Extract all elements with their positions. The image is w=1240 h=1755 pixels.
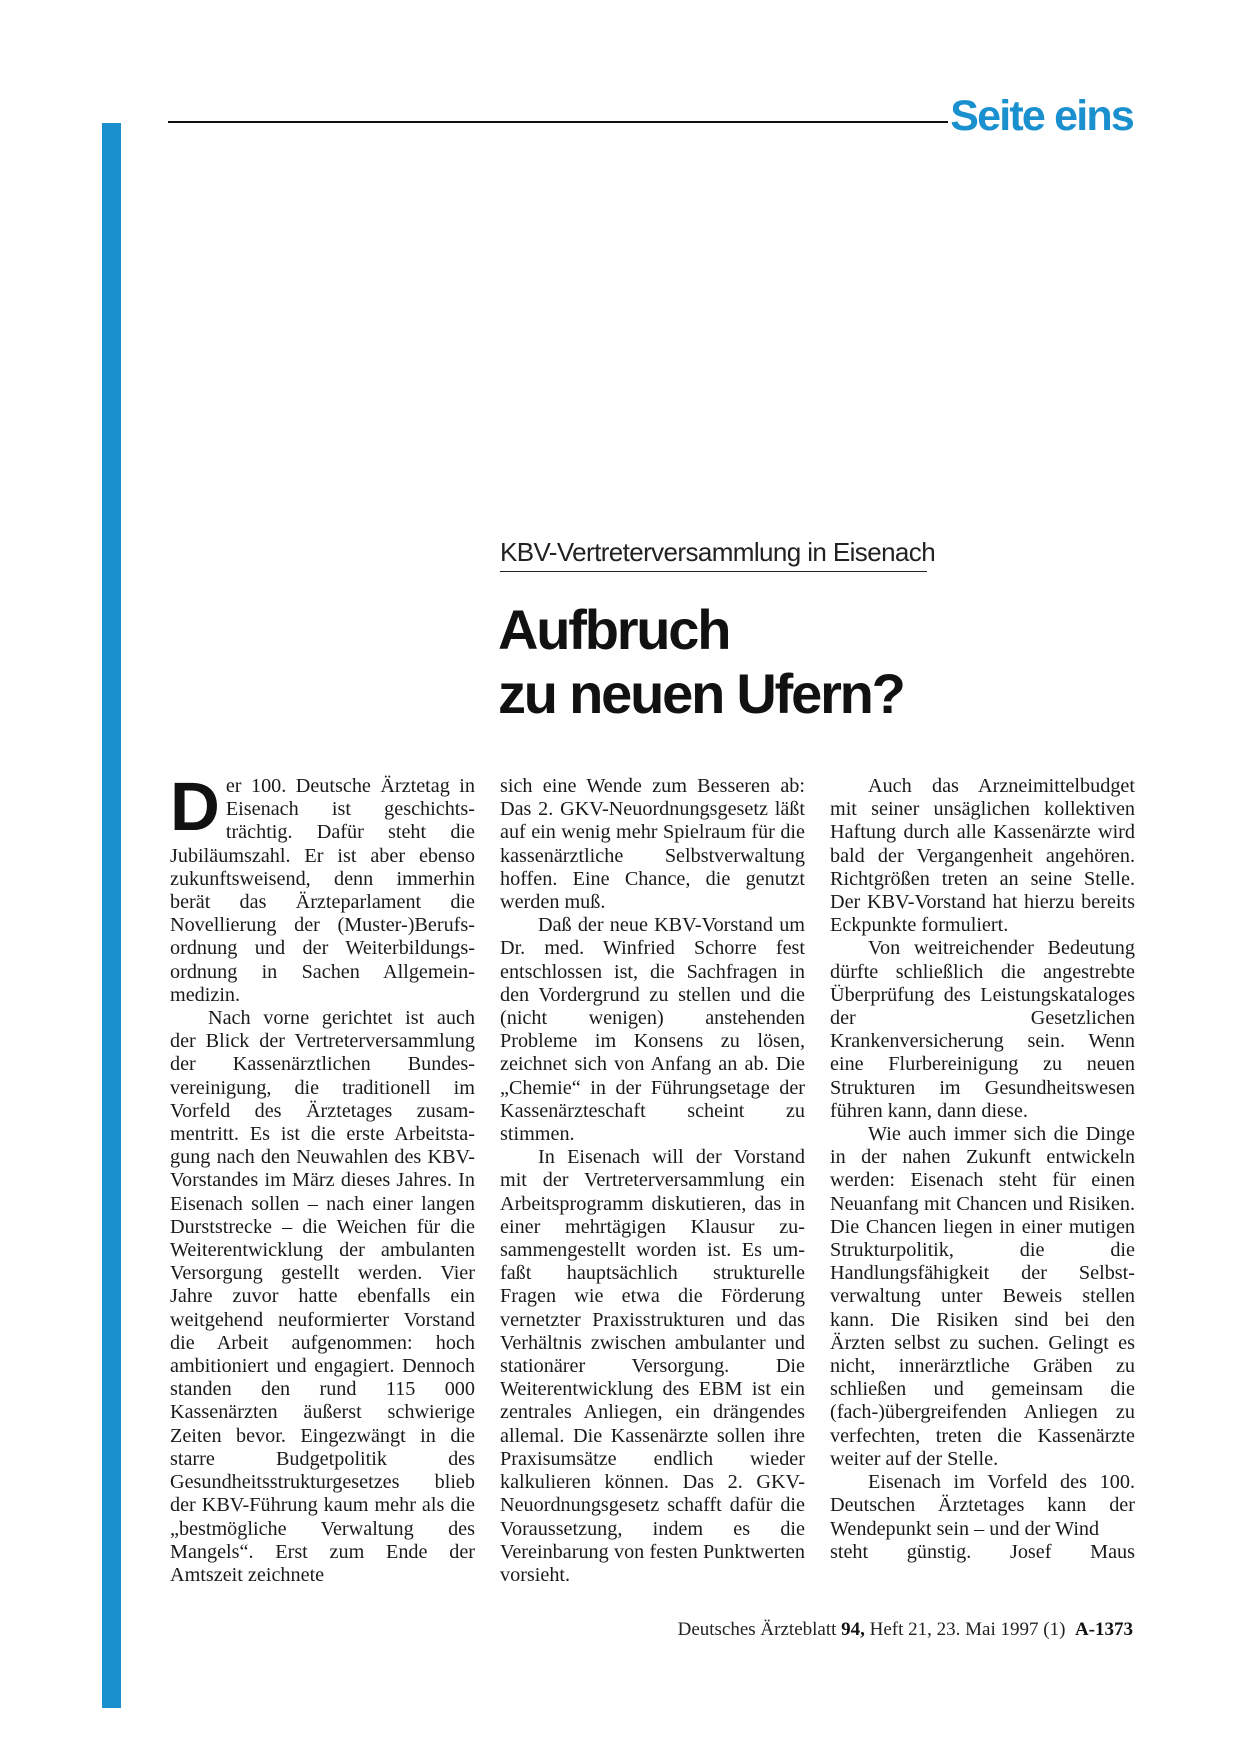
paragraph: Von weitreichender Bedeutung dürfte schließlich die angestrebte Überprüfung des Leistungskataloges der Gesetzlichen Krankenversicherung sein. Wenn eine Flurbereinigung zu neuen Strukturen im Gesundheitswesen führen kann, dann diese. — [830, 937, 1135, 1122]
journal-name: Deutsches Ärzteblatt — [677, 1619, 837, 1640]
text-column-1 — [170, 768, 475, 1587]
paragraph: In Eisenach will der Vorstand mit der Vertreterversammlung ein Arbeitsprogramm diskutieren, das in einer mehrtägigen Klausur zusammengestellt worden ist. Es umfaßt hauptsächlich strukturelle Fragen wie etwa die Förderung vernetzter Praxisstrukturen und das Verhältnis zwischen ambulanter und stationärer Versorgung. Die Weiterentwicklung des EBM ist ein zentrales Anliegen, ein drängendes allemal. Die Kassenärzte sollen ihre Praxisumsätze endlich wieder kalkulieren können. Das 2. GKV-Neuordnungsgesetz schafft dafür die Voraussetzung, indem es die Vereinbarung von festen Punktwerten vorsieht. — [500, 1146, 805, 1586]
paragraph — [170, 768, 475, 1007]
article-headline — [498, 598, 904, 726]
paragraph: Daß der neue KBV-Vorstand um Dr. med. Winfried Schorre fest entschlossen ist, die Sachfragen in den Vordergrund zu stellen und die (nicht wenigen) anstehenden Probleme im Konsens zu lösen, zeichnet sich von Anfang an ab. Die „Chemie“ in der Führungsetage der Kassenärzteschaft scheint zu stimmen. — [500, 914, 805, 1146]
volume-number: 94, — [841, 1619, 865, 1640]
article-kicker: KBV-Vertreterversammlung in Eisenach — [500, 534, 927, 572]
header-rule — [168, 121, 948, 123]
paragraph-text: er 100. Deutsche Ärztetag in Eisenach ist geschichtsträchtig. Dafür steht die Jubiläumszahl. Er ist aber ebenso zukunftsweisend, denn immerhin berät das Ärzteparlament die Novellierung der (Muster-)Berufsordnung und der Weiterbildungsordnung in Sachen Allgemeinmedizin. — [170, 775, 475, 1006]
paragraph: Auch das Arzneimittelbudget mit seiner unsäglichen kollektiven Haftung durch alle Kassenärzte wird bald der Vergangenheit angehören. Richtgrößen treten an seine Stelle. Der KBV-Vorstand hat hierzu bereits Eckpunkte formuliert. — [830, 775, 1135, 937]
author-name: Josef Maus — [1009, 1540, 1135, 1563]
paragraph: Nach vorne gerichtet ist auch der Blick der Vertreterversammlung der Kassenärztlichen Bundesvereinigung, die traditionell im Vorfeld des Ärztetages zusammentritt. Es ist die erste Arbeitstagung nach den Neuwahlen des KBV-Vorstandes im März dieses Jahres. In Eisenach sollen – nach einer langen Durststrecke – die Weichen für die Weiterentwicklung der ambulanten Versorgung gestellt werden. Vier Jahre zuvor hatte ebenfalls ein weitgehend neuformierter Vorstand die Arbeit aufgenommen: hoch ambitioniert und engagiert. Dennoch standen den rund 115 000 Kassenärzten äußerst schwierige Zeiten bevor. Eingezwängt in die starre Budgetpolitik des Gesundheitsstrukturgesetzes blieb der KBV-Führung kaum mehr als die „bestmögliche Verwaltung des Mangels“. Erst zum Ende der Amtszeit zeichnete — [170, 1007, 475, 1586]
page-number: A-1373 — [1074, 1619, 1133, 1640]
drop-cap: D — [170, 768, 220, 845]
issue-info: Heft 21, 23. Mai 1997 (1) — [869, 1619, 1066, 1640]
text-column-3 — [830, 775, 1135, 1564]
paragraph: Eisenach im Vorfeld des 100. Deutschen Ärztetages kann der Wendepunkt sein – und der Wind — [830, 1471, 1135, 1540]
text-column-2 — [500, 775, 805, 1587]
headline-line-2: zu neuen Ufern? — [498, 662, 904, 725]
headline-line-1: Aufbruch — [498, 598, 730, 661]
paragraph: Wie auch immer sich die Dinge in der nahen Zukunft entwickeln werden: Eisenach steht für einen Neuanfang mit Chancen und Risiken. Die Chancen liegen in einer mutigen Strukturpolitik, die die Handlungsfähigkeit der Selbstverwaltung unter Beweis stellen kann. Die Risiken sind bei den Ärzten selbst zu suchen. Gelingt es nicht, innerärztliche Gräben zu schließen und gemeinsam die (fach-)übergreifenden Anliegen zu verfechten, treten die Kassenärzte weiter auf der Stelle. — [830, 1123, 1135, 1470]
paragraph: sich eine Wende zum Besseren ab: Das 2. GKV-Neuordnungsgesetz läßt auf ein wenig mehr Spielraum für die kassenärztliche Selbstverwaltung hoffen. Eine Chance, die genutzt werden muß. — [500, 775, 805, 914]
left-accent-bar — [102, 123, 121, 1708]
section-label: Seite eins — [950, 92, 1133, 140]
closing-text: steht günstig. — [830, 1540, 972, 1563]
signature-line — [830, 1541, 1135, 1564]
page-footer — [678, 1619, 1133, 1641]
